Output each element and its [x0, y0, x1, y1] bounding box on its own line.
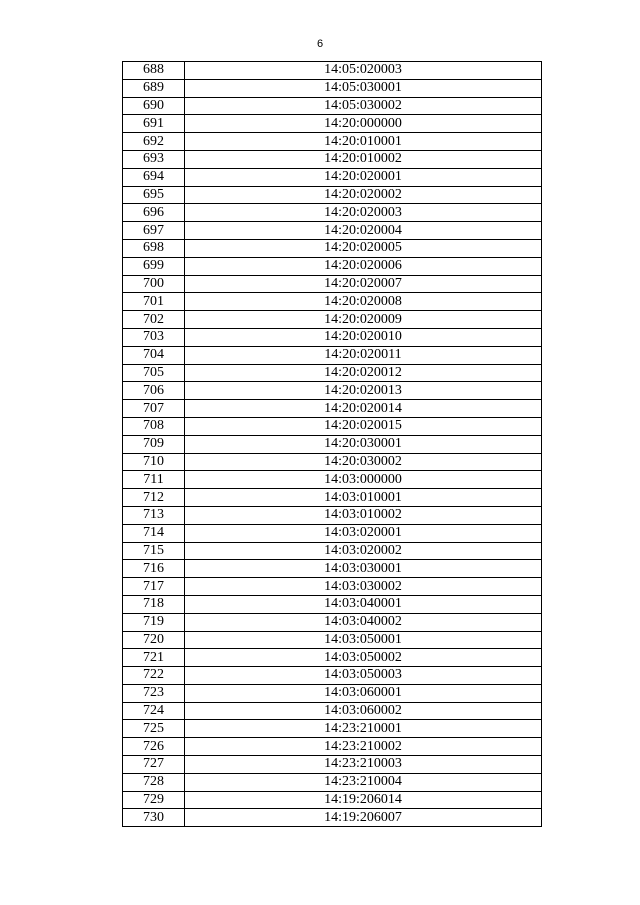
cadastral-code-cell: 14:20:020014 — [185, 400, 542, 418]
cadastral-code-cell: 14:20:020006 — [185, 257, 542, 275]
cadastral-code-cell: 14:03:030001 — [185, 560, 542, 578]
row-number-cell: 723 — [123, 684, 185, 702]
cadastral-code-cell: 14:20:020002 — [185, 186, 542, 204]
cadastral-code-cell: 14:19:206014 — [185, 791, 542, 809]
row-number-cell: 724 — [123, 702, 185, 720]
cadastral-code-cell: 14:20:020015 — [185, 417, 542, 435]
cadastral-code-cell: 14:20:020011 — [185, 346, 542, 364]
row-number-cell: 703 — [123, 328, 185, 346]
table-row — [123, 382, 542, 400]
row-number-cell: 727 — [123, 756, 185, 774]
table-body — [123, 62, 542, 827]
table-row — [123, 613, 542, 631]
table-row — [123, 756, 542, 774]
row-number-cell: 692 — [123, 133, 185, 151]
row-number-cell: 690 — [123, 97, 185, 115]
row-number-cell: 720 — [123, 631, 185, 649]
table-row — [123, 400, 542, 418]
cadastral-code-cell: 14:03:050002 — [185, 649, 542, 667]
table-row — [123, 79, 542, 97]
table-row — [123, 791, 542, 809]
row-number-cell: 721 — [123, 649, 185, 667]
cadastral-code-cell: 14:20:020012 — [185, 364, 542, 382]
cadastral-code-cell: 14:03:040001 — [185, 595, 542, 613]
cadastral-code-cell: 14:03:060002 — [185, 702, 542, 720]
table-row — [123, 275, 542, 293]
row-number-cell: 705 — [123, 364, 185, 382]
table-row — [123, 417, 542, 435]
row-number-cell: 689 — [123, 79, 185, 97]
table-row — [123, 773, 542, 791]
table-row — [123, 578, 542, 596]
cadastral-code-cell: 14:03:020002 — [185, 542, 542, 560]
row-number-cell: 717 — [123, 578, 185, 596]
row-number-cell: 695 — [123, 186, 185, 204]
table-row — [123, 115, 542, 133]
cadastral-code-cell: 14:23:210003 — [185, 756, 542, 774]
row-number-cell: 704 — [123, 346, 185, 364]
cadastral-code-cell: 14:19:206007 — [185, 809, 542, 827]
cadastral-code-cell: 14:20:020004 — [185, 222, 542, 240]
table-row — [123, 97, 542, 115]
table-row — [123, 631, 542, 649]
table-row — [123, 435, 542, 453]
row-number-cell: 722 — [123, 667, 185, 685]
table-row — [123, 133, 542, 151]
cadastral-code-cell: 14:20:020005 — [185, 239, 542, 257]
cadastral-code-cell: 14:20:020013 — [185, 382, 542, 400]
row-number-cell: 711 — [123, 471, 185, 489]
table-row — [123, 222, 542, 240]
cadastral-code-cell: 14:03:050003 — [185, 667, 542, 685]
cadastral-code-cell: 14:05:030001 — [185, 79, 542, 97]
row-number-cell: 712 — [123, 489, 185, 507]
page-number: 6 — [316, 38, 324, 50]
cadastral-code-cell: 14:20:020009 — [185, 311, 542, 329]
table-row — [123, 542, 542, 560]
row-number-cell: 719 — [123, 613, 185, 631]
cadastral-code-cell: 14:03:060001 — [185, 684, 542, 702]
cadastral-code-cell: 14:03:040002 — [185, 613, 542, 631]
table-row — [123, 506, 542, 524]
cadastral-code-cell: 14:05:030002 — [185, 97, 542, 115]
cadastral-code-cell: 14:03:000000 — [185, 471, 542, 489]
row-number-cell: 715 — [123, 542, 185, 560]
table-row — [123, 346, 542, 364]
row-number-cell: 699 — [123, 257, 185, 275]
table-row — [123, 168, 542, 186]
table-row — [123, 328, 542, 346]
cadastral-code-cell: 14:20:020001 — [185, 168, 542, 186]
table-row — [123, 257, 542, 275]
row-number-cell: 708 — [123, 417, 185, 435]
cadastral-code-cell: 14:03:010002 — [185, 506, 542, 524]
row-number-cell: 700 — [123, 275, 185, 293]
row-number-cell: 694 — [123, 168, 185, 186]
row-number-cell: 691 — [123, 115, 185, 133]
row-number-cell: 718 — [123, 595, 185, 613]
cadastral-code-cell: 14:20:020003 — [185, 204, 542, 222]
table-row — [123, 649, 542, 667]
row-number-cell: 707 — [123, 400, 185, 418]
row-number-cell: 688 — [123, 62, 185, 80]
row-number-cell: 713 — [123, 506, 185, 524]
cadastral-table — [122, 61, 542, 827]
table-row — [123, 150, 542, 168]
row-number-cell: 726 — [123, 738, 185, 756]
cadastral-code-cell: 14:20:010002 — [185, 150, 542, 168]
row-number-cell: 693 — [123, 150, 185, 168]
table-row — [123, 524, 542, 542]
row-number-cell: 706 — [123, 382, 185, 400]
table-row — [123, 738, 542, 756]
table-row — [123, 453, 542, 471]
row-number-cell: 701 — [123, 293, 185, 311]
cadastral-code-cell: 14:05:020003 — [185, 62, 542, 80]
table-row — [123, 311, 542, 329]
cadastral-code-cell: 14:20:030001 — [185, 435, 542, 453]
table-row — [123, 684, 542, 702]
row-number-cell: 730 — [123, 809, 185, 827]
row-number-cell: 696 — [123, 204, 185, 222]
cadastral-code-cell: 14:03:030002 — [185, 578, 542, 596]
cadastral-code-cell: 14:03:010001 — [185, 489, 542, 507]
cadastral-code-cell: 14:20:020010 — [185, 328, 542, 346]
table-row — [123, 702, 542, 720]
table-row — [123, 239, 542, 257]
cadastral-code-cell: 14:20:010001 — [185, 133, 542, 151]
row-number-cell: 716 — [123, 560, 185, 578]
row-number-cell: 728 — [123, 773, 185, 791]
table-row — [123, 667, 542, 685]
table-row — [123, 186, 542, 204]
table-row — [123, 62, 542, 80]
table-row — [123, 364, 542, 382]
row-number-cell: 729 — [123, 791, 185, 809]
cadastral-code-cell: 14:03:050001 — [185, 631, 542, 649]
cadastral-code-cell: 14:23:210001 — [185, 720, 542, 738]
row-number-cell: 698 — [123, 239, 185, 257]
row-number-cell: 702 — [123, 311, 185, 329]
cadastral-code-cell: 14:20:020007 — [185, 275, 542, 293]
row-number-cell: 709 — [123, 435, 185, 453]
table-row — [123, 595, 542, 613]
cadastral-code-cell: 14:23:210004 — [185, 773, 542, 791]
row-number-cell: 714 — [123, 524, 185, 542]
row-number-cell: 710 — [123, 453, 185, 471]
cadastral-code-cell: 14:03:020001 — [185, 524, 542, 542]
cadastral-code-cell: 14:20:020008 — [185, 293, 542, 311]
table-row — [123, 471, 542, 489]
table-row — [123, 293, 542, 311]
table-row — [123, 720, 542, 738]
row-number-cell: 697 — [123, 222, 185, 240]
row-number-cell: 725 — [123, 720, 185, 738]
table-row — [123, 560, 542, 578]
cadastral-code-cell: 14:23:210002 — [185, 738, 542, 756]
cadastral-code-cell: 14:20:000000 — [185, 115, 542, 133]
table-row — [123, 809, 542, 827]
table-row — [123, 489, 542, 507]
cadastral-code-cell: 14:20:030002 — [185, 453, 542, 471]
table-row — [123, 204, 542, 222]
